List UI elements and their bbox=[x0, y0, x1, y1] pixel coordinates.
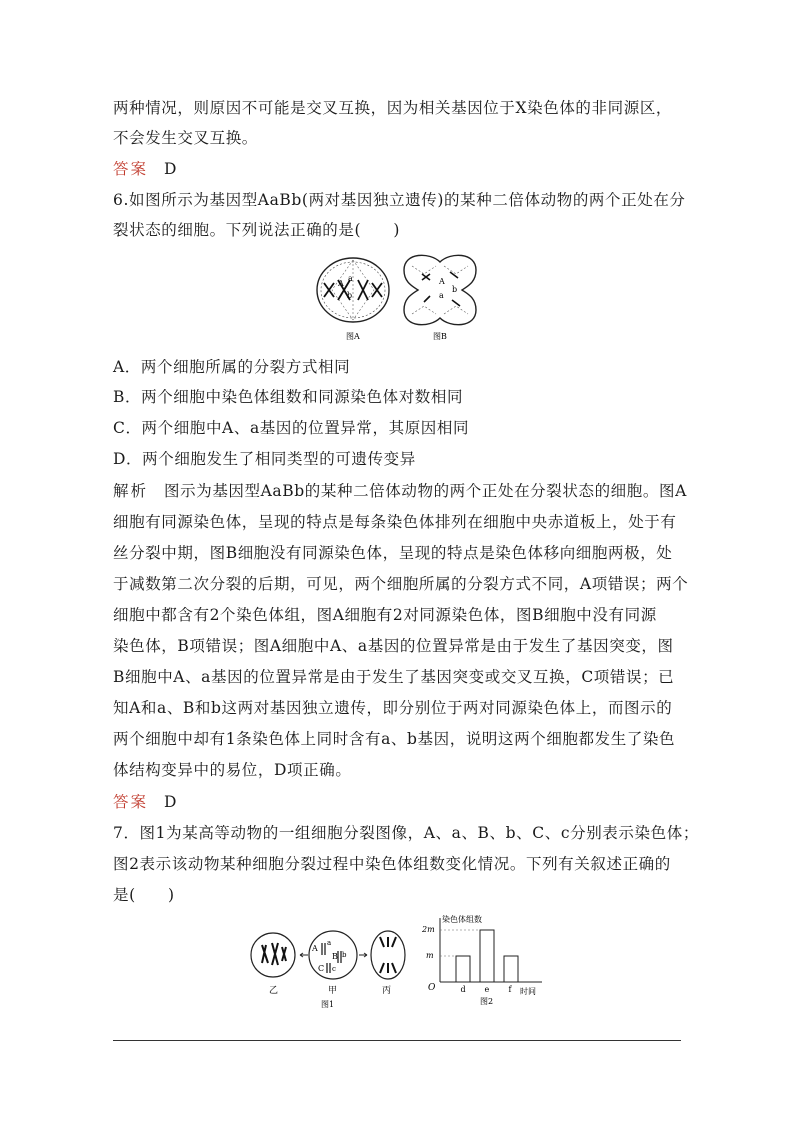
gene-label: a bbox=[439, 291, 444, 300]
bar-e bbox=[480, 930, 494, 982]
answer-label: 答案 bbox=[113, 160, 149, 178]
q6-option-a: A．两个细胞所属的分裂方式相同 bbox=[113, 358, 351, 376]
gene-label: a bbox=[327, 939, 332, 947]
gene-label: C bbox=[318, 964, 325, 973]
q6-analysis-line-9: 两个细胞中却有1条染色体上同时含有a、b基因，说明这两个细胞都发生了染色 bbox=[113, 730, 676, 748]
q6-analysis-line-5: 细胞中都含有2个染色体组，图A细胞有2对同源染色体，图B细胞中没有同源 bbox=[113, 606, 657, 624]
intro-line-2: 不会发生交叉互换。 bbox=[113, 129, 258, 147]
fig2-chart bbox=[420, 910, 550, 1010]
cell-a bbox=[317, 258, 389, 341]
gene-label: b bbox=[342, 951, 347, 959]
gene-label: B bbox=[332, 952, 338, 961]
intro-line-1: 两种情况，则原因不可能是交叉互换，因为相关基因位于X染色体的非同源区， bbox=[113, 99, 673, 117]
cell-bing bbox=[371, 931, 405, 996]
q6-analysis-line-1 bbox=[113, 481, 687, 501]
gene-label: A bbox=[439, 277, 445, 286]
bar-d bbox=[456, 956, 470, 982]
q6-option-d: D．两个细胞发生了相同类型的可遗传变异 bbox=[113, 450, 416, 468]
cell-b-caption: 图B bbox=[433, 332, 447, 341]
gene-label: a bbox=[348, 274, 353, 283]
cell-a-caption: 图A bbox=[346, 332, 360, 341]
x-tick-d: d bbox=[460, 985, 466, 994]
gene-label: A bbox=[338, 279, 344, 288]
answer-value: D bbox=[164, 160, 178, 178]
fig2-caption: 图2 bbox=[480, 997, 494, 1006]
q6-cells-diagram bbox=[312, 250, 492, 345]
gene-label: A bbox=[312, 944, 318, 953]
q6-analysis-line-4: 于减数第二次分裂的后期，可见，两个细胞所属的分裂方式不同，A项错误；两个 bbox=[113, 575, 689, 593]
gene-label: c bbox=[332, 965, 336, 973]
x-axis-label: 时间 bbox=[520, 987, 536, 996]
q6-answer bbox=[113, 792, 177, 812]
analysis-label: 解析 bbox=[113, 482, 149, 500]
cell-yi-label: 乙 bbox=[269, 986, 279, 996]
q6-analysis-line-10: 体结构变异中的易位，D项正确。 bbox=[113, 761, 352, 779]
y-tick-2m: 2m bbox=[422, 925, 435, 934]
q7-fig2 bbox=[420, 910, 550, 1010]
cell-jia bbox=[309, 931, 357, 996]
q6-analysis-line-7: B细胞中A、a基因的位置异常是由于发生了基因突变或交叉互换，C项错误；已 bbox=[113, 668, 675, 686]
q6-analysis-line-2: 细胞有同源染色体，呈现的特点是每条染色体排列在细胞中央赤道板上，处于有 bbox=[113, 513, 677, 531]
cell-b bbox=[404, 255, 476, 341]
q6-analysis-line-6: 染色体，B项错误；图A细胞中A、a基因的位置异常是由于发生了基因突变，图 bbox=[113, 637, 674, 655]
answer-label: 答案 bbox=[113, 793, 149, 811]
y-tick-m: m bbox=[426, 951, 434, 960]
answer-value: D bbox=[164, 793, 178, 811]
x-tick-e: e bbox=[484, 985, 490, 994]
gene-label: b bbox=[452, 285, 458, 294]
q6-analysis-line-3: 丝分裂中期，图B细胞没有同源染色体，呈现的特点是染色体移向细胞两极，处 bbox=[113, 544, 673, 562]
y-axis-label: 染色体组数 bbox=[442, 915, 482, 924]
q7-stem-line-3: 是( ) bbox=[113, 886, 175, 904]
analysis-text: 图示为基因型AaBb的某种二倍体动物的两个正处在分裂状态的细胞。图A bbox=[164, 482, 687, 500]
footer-rule bbox=[113, 1040, 681, 1041]
fig2-bars bbox=[440, 930, 518, 994]
q7-stem-line-1: 7．图1为某高等动物的一组细胞分裂图像，A、a、B、b、C、c分别表示染色体； bbox=[113, 824, 699, 842]
q6-figure bbox=[312, 250, 492, 345]
q6-option-c: C．两个细胞中A、a基因的位置异常，其原因相同 bbox=[113, 419, 470, 437]
cell-yi bbox=[251, 933, 295, 996]
cell-bing-label: 丙 bbox=[382, 986, 392, 996]
q6-stem-line-2: 裂状态的细胞。下列说法正确的是( ) bbox=[113, 221, 400, 239]
x-tick-f: f bbox=[508, 985, 512, 994]
origin-label: O bbox=[428, 983, 436, 993]
q6-option-b: B．两个细胞中染色体组数和同源染色体对数相同 bbox=[113, 388, 464, 406]
q7-stem-line-2: 图2表示该动物某种细胞分裂过程中染色体组数变化情况。下列有关叙述正确的 bbox=[113, 855, 671, 873]
answer-previous bbox=[113, 159, 177, 179]
bar-f bbox=[504, 956, 518, 982]
q6-analysis-line-8: 知A和a、B和b这两对基因独立遗传，即分别位于两对同源染色体上，而图示的 bbox=[113, 699, 673, 717]
cell-jia-label: 甲 bbox=[328, 986, 338, 996]
q6-stem-line-1: 6.如图所示为基因型AaBb(两对基因独立遗传)的某种二倍体动物的两个正处在分 bbox=[113, 191, 686, 209]
gene-label: b bbox=[347, 291, 353, 300]
fig1-caption: 图1 bbox=[321, 1000, 335, 1009]
fig1-cells-diagram bbox=[248, 925, 408, 1010]
q7-fig1 bbox=[248, 925, 408, 1010]
